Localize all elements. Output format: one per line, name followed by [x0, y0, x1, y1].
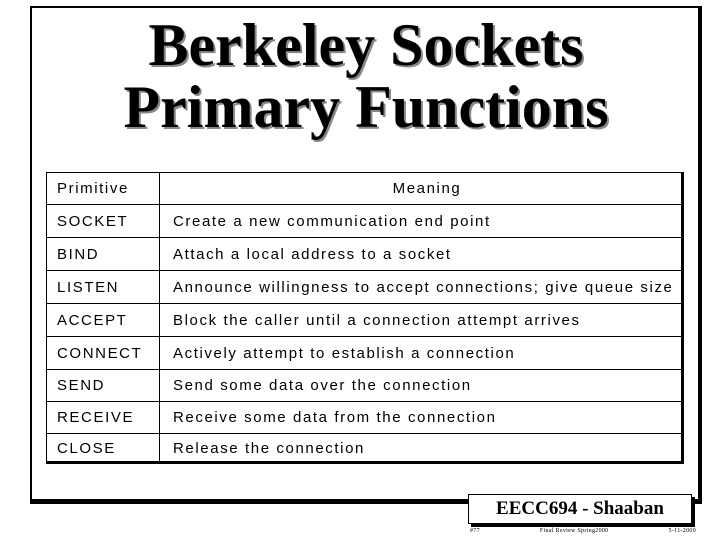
- primitive-cell: LISTEN: [57, 278, 120, 296]
- primitive-cell: BIND: [57, 245, 100, 263]
- column-divider: [159, 304, 160, 336]
- primitives-table: [46, 172, 684, 464]
- primitive-cell: CONNECT: [57, 344, 143, 362]
- column-divider: [159, 434, 160, 462]
- table-row: [47, 434, 681, 462]
- slide-title: [32, 14, 700, 138]
- meaning-cell: Announce willingness to accept connections; give queue size: [173, 278, 674, 296]
- title-line-1: Berkeley Sockets: [148, 12, 584, 78]
- primitive-cell: SEND: [57, 377, 106, 394]
- header-meaning: Meaning: [392, 180, 462, 197]
- table-row: [47, 337, 681, 370]
- footnote-date: 5-11-2000: [668, 528, 696, 534]
- primitive-cell: CLOSE: [57, 439, 116, 457]
- meaning-cell: Actively attempt to establish a connection: [173, 344, 516, 362]
- header-primitive: Primitive: [57, 180, 129, 197]
- column-divider: [159, 238, 160, 270]
- column-divider: [159, 271, 160, 303]
- meaning-cell: Create a new communication end point: [173, 212, 491, 230]
- meaning-cell: Receive some data from the connection: [173, 409, 497, 426]
- slide-footnote: [470, 528, 696, 534]
- course-footer-label: EECC694 - Shaaban: [496, 498, 664, 519]
- column-divider: [159, 402, 160, 433]
- table-row: [47, 402, 681, 434]
- meaning-cell: Release the connection: [173, 439, 365, 457]
- table-row: [47, 370, 681, 402]
- table-header-row: [47, 173, 681, 205]
- course-footer-box: [468, 494, 692, 524]
- column-divider: [159, 337, 160, 369]
- primitive-cell: ACCEPT: [57, 311, 128, 329]
- column-divider: [159, 205, 160, 237]
- table-row: [47, 304, 681, 337]
- table-row: [47, 205, 681, 238]
- primitive-cell: RECEIVE: [57, 409, 135, 426]
- meaning-cell: Send some data over the connection: [173, 377, 472, 394]
- meaning-cell: Attach a local address to a socket: [173, 245, 452, 263]
- column-divider: [159, 173, 160, 204]
- table-row: [47, 238, 681, 271]
- footnote-text: Final Review Spring2000: [539, 528, 609, 534]
- table-row: [47, 271, 681, 304]
- column-divider: [159, 370, 160, 401]
- slide-number: #77: [470, 528, 480, 534]
- meaning-cell: Block the caller until a connection attempt arrives: [173, 311, 581, 329]
- primitive-cell: SOCKET: [57, 212, 129, 230]
- title-line-2: Primary Functions: [123, 74, 609, 140]
